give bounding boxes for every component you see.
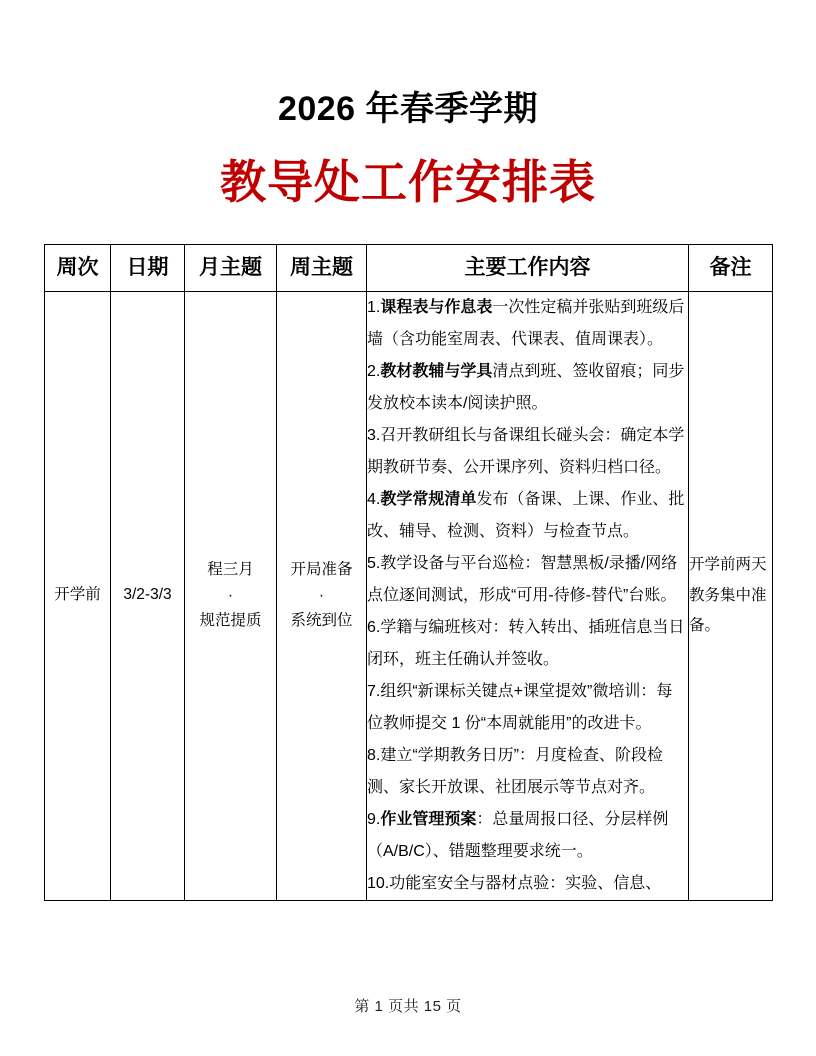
task-text: 清点到班、签收留痕；同步发放校本读本/阅读护照。 (367, 362, 685, 412)
task-item (367, 676, 688, 740)
task-keyword: 作业管理预案 (380, 810, 477, 828)
task-text: 组织“新课标关键点+课堂提效”微培训：每位教师提交 1 份“本周就能用”的改进卡。 (367, 682, 673, 732)
table-header-row (45, 244, 773, 291)
task-keyword: 教学常规清单 (380, 490, 477, 508)
task-keyword: 课程表与作息表 (380, 298, 493, 316)
task-number: 1. (367, 298, 381, 316)
task-text: 教学设备与平台巡检：智慧黑板/录播/网络点位逐间测试，形成“可用-待修-替代”台账。 (367, 554, 678, 604)
task-text: ：总量周报口径、分层样例（A/B/C）、错题整理要求统一。 (367, 810, 669, 860)
week-theme-separator: · (318, 586, 325, 604)
page-title-line2: 教导处工作安排表 (220, 155, 596, 208)
table-row (45, 291, 773, 900)
page-footer: 第 1 页共 15 页 (354, 998, 462, 1015)
column-header-month-theme: 月主题 (185, 244, 277, 291)
task-item (367, 484, 688, 548)
task-item (367, 740, 688, 804)
week-theme-line2: 系统到位 (290, 611, 353, 629)
column-header-date: 日期 (111, 244, 185, 291)
week-theme-line1: 开局准备 (290, 561, 353, 579)
task-number: 4. (367, 490, 381, 508)
cell-date: 3/2-3/3 (111, 291, 185, 900)
task-number: 6. (367, 618, 381, 636)
task-number: 9. (367, 810, 381, 828)
page-title-line1: 2026 年春季学期 (277, 90, 539, 128)
task-text: 功能室安全与器材点验：实验、信息、 (389, 874, 662, 892)
cell-week: 开学前 (45, 291, 111, 900)
month-theme-separator: · (227, 586, 234, 604)
task-text: 学籍与编班核对：转入转出、插班信息当日闭环，班主任确认并签收。 (367, 618, 685, 668)
month-theme-line1: 程三月 (207, 561, 254, 579)
cell-month-theme (185, 291, 277, 900)
cell-remarks: 开学前两天教务集中准备。 (689, 291, 773, 900)
cell-main-content (367, 291, 689, 900)
task-list (367, 292, 688, 900)
task-text: 发布（备课、上课、作业、批改、辅导、检测、资料）与检查节点。 (367, 490, 685, 540)
work-schedule-table (44, 244, 773, 901)
task-text: 召开教研组长与备课组长碰头会：确定本学期教研节奏、公开课序列、资料归档口径。 (367, 426, 685, 476)
task-item (367, 612, 688, 676)
column-header-week-theme: 周主题 (277, 244, 367, 291)
task-number: 2. (367, 362, 381, 380)
task-item (367, 356, 688, 420)
month-theme-line2: 规范提质 (199, 611, 262, 629)
task-text: 建立“学期教务日历”：月度检查、阶段检测、家长开放课、社团展示等节点对齐。 (367, 746, 664, 796)
column-header-remarks: 备注 (689, 244, 773, 291)
task-number: 10. (367, 874, 390, 892)
task-keyword: 教材教辅与学具 (380, 362, 493, 380)
column-header-main-content: 主要工作内容 (367, 244, 689, 291)
task-item (367, 548, 688, 612)
cell-week-theme (277, 291, 367, 900)
column-header-week: 周次 (45, 244, 111, 291)
task-text: 一次性定稿并张贴到班级后墙（含功能室周表、代课表、值周课表）。 (367, 298, 685, 348)
task-number: 7. (367, 682, 381, 700)
task-number: 8. (367, 746, 381, 764)
task-item (367, 420, 688, 484)
task-item (367, 868, 688, 900)
task-number: 3. (367, 426, 381, 444)
task-item (367, 292, 688, 356)
task-number: 5. (367, 554, 381, 572)
task-item (367, 804, 688, 868)
